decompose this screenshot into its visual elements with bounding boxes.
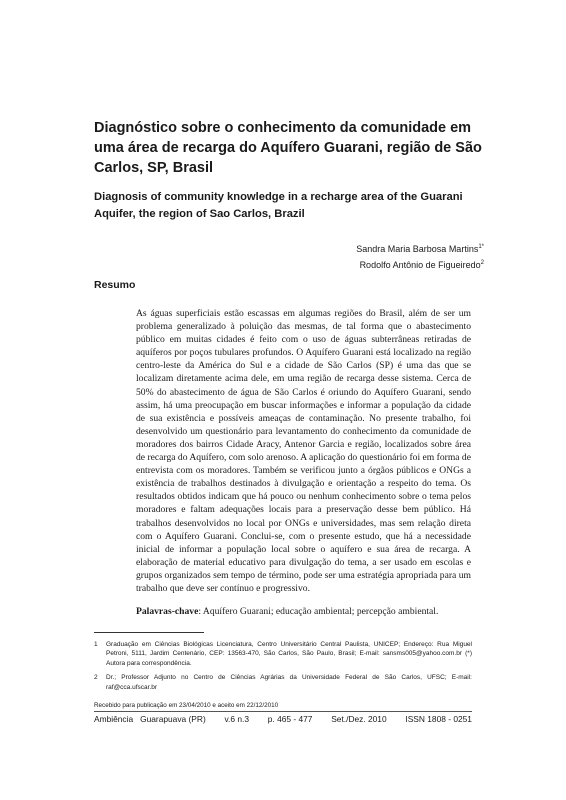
author-mark: 2 [480,260,484,266]
author-list [290,240,484,272]
author-1 [290,240,484,256]
keywords-list: : Aquífero Guarani; educação ambiental; percepção ambiental. [198,606,439,617]
footer-issn: ISSN 1808 - 0251 [405,714,472,724]
journal-name: Ambiência [94,714,134,724]
author-mark: 1* [478,244,484,250]
author-name: Sandra Maria Barbosa Martins [356,244,479,254]
page-footer [94,714,472,724]
abstract-text: As águas superficiais estão escassas em algumas regiões do Brasil, além de ser um problema generalizado à poluição das mesmas, de tal forma que o abastecimento público em muitas cidades é feito com o uso de águas subterrâneas retiradas de aquíferos por poços tubulares profundos. O Aquífero Guarani está localizado na região centro-leste da América do Sul e a cidade de São Carlos (SP) é uma das que se localizam diretamente acima dele, em uma região de recarga desse sistema. Cerca de 50% do abastecimento de água de São Carlos é oriundo do Aquífero Guarani, sendo assim, há uma preocupação em buscar informações e informar a população da cidade de sua existência e possíveis ameaças de contaminação. No presente trabalho, foi desenvolvido um questionário para levantamento do conhecimento da comunidade de moradores dos bairros Cidade Aracy, Antenor Garcia e região, localizados sobre área de recarga do Aquífero, com solo arenoso. A aplicação do questionário foi em forma de entrevista com os moradores. Também se verificou junto a órgãos públicos e ONGs a existência de trabalhos destinados à divulgação e orientação a respeito do tema. Os resultados obtidos indicam que há pouco ou nenhum conhecimento sobre o tema pelos moradores e faltam adequações locais para a preservação desse bem público. Há trabalhos desenvolvidos no local por ONGs e universidades, mas sem relação direta com o Aquífero Guarani. Conclui-se, com o presente estudo, que há a necessidade inicial de informar a população local sobre o aquífero e sua área de recarga. A elaboração de material educativo para divulgação do tema, a ser usado em escolas e grupos organizados sem tempo de término, pode ser uma estratégia apropriada para um trabalho que deve ser contínuo e progressivo. [136,308,471,594]
footer-date: Set./Dez. 2010 [331,714,387,724]
author-name: Rodolfo Antônio de Figueiredo [359,260,481,270]
footnote-text: Dr.; Professor Adjunto no Centro de Ciências Agrárias da Universidade Federal de São Carlos, UFSC; E-mail: raf@cca.ufscar.br [106,674,472,691]
keywords-label: Palavras-chave [136,606,199,617]
article-title-portuguese: Diagnóstico sobre o conhecimento da comunidade em uma área de recarga do Aquífero Guarani, região de São Carlos, SP, Brasil [94,120,482,176]
footnote-divider [94,632,204,633]
section-heading-resumo: Resumo [94,279,136,291]
footer-pages: p. 465 - 477 [267,714,313,724]
keywords [136,605,471,618]
footnote-number: 2 [94,674,98,682]
footer-volume: v.6 n.3 [224,714,250,724]
footer-divider [94,711,472,712]
footer-journal [94,714,206,724]
footnotes [94,640,472,697]
footnote-number: 1 [94,641,98,648]
author-2 [290,256,484,272]
article-title-english: Diagnosis of community knowledge in a recharge area of the Guarani Aquifer, the region of Sao Carlos, Brazil [94,191,463,220]
received-date-note: Recebido para publicação em 23/04/2010 e aceito em 22/12/2010 [94,702,279,709]
footnote-2 [94,673,472,692]
journal-city: Guarapuava (PR) [140,714,206,724]
footnote-1 [94,640,472,668]
footnote-text: Graduação em Ciências Biológicas Licenciatura, Centro Universitário Central Paulista, UNICEP; Endereço: Rua Miguel Petroni, 5111, Jardim Centenário, CEP: 13563-470, São Carlos, São Paulo, Brasil; E-mail: sansms005@yahoo.com.br (*) Autora para correspondência. [106,641,472,667]
